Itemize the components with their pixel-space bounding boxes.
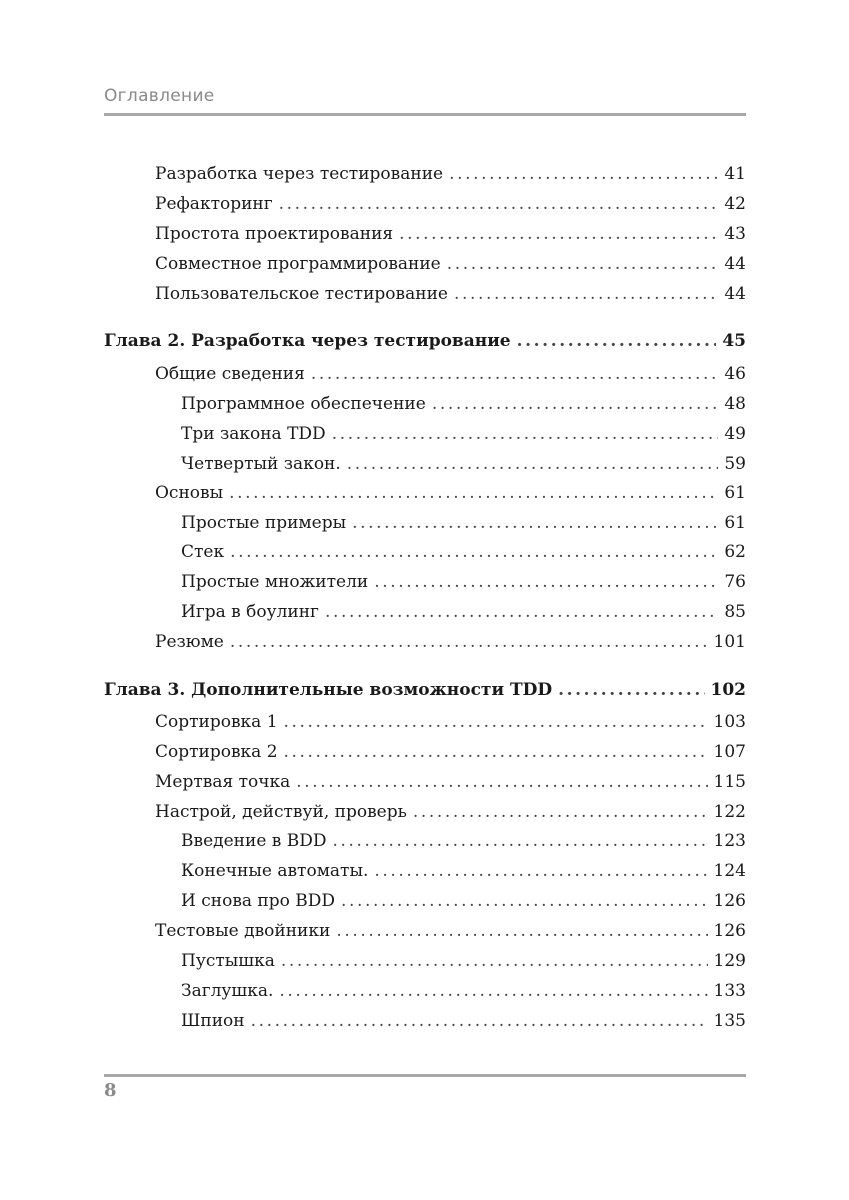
toc-entry-page: 103 xyxy=(713,712,746,732)
toc-entry-title: Конечные автоматы. xyxy=(181,861,369,881)
toc-entry xyxy=(104,710,746,734)
toc-entry-title: Стек xyxy=(181,542,225,562)
toc-entry-title: Простые множители xyxy=(181,572,369,592)
toc-dot-leader xyxy=(454,282,718,306)
toc-entry-page: 46 xyxy=(724,364,746,384)
toc-entry xyxy=(104,949,746,973)
toc-entry xyxy=(104,282,746,306)
toc-entry-page: 62 xyxy=(724,542,746,562)
toc-entry xyxy=(104,859,746,883)
toc-dot-leader xyxy=(399,222,718,246)
toc-dot-leader xyxy=(447,252,719,276)
toc-dot-leader xyxy=(311,362,719,386)
toc-entry-title: Простота проектирования xyxy=(155,224,394,244)
toc-entry xyxy=(104,1009,746,1033)
toc-entry-title: Простые примеры xyxy=(181,513,347,533)
toc-entry xyxy=(104,979,746,1003)
toc-dot-leader xyxy=(284,710,708,734)
toc-entry-title: Игра в боулинг xyxy=(181,602,319,622)
toc-entry-page: 129 xyxy=(713,951,746,971)
toc-entry xyxy=(104,222,746,246)
toc-entry xyxy=(104,362,746,386)
toc-entry-page: 61 xyxy=(724,513,746,533)
toc-entry-page: 43 xyxy=(724,224,746,244)
toc-entry-title: Сортировка 1 xyxy=(155,712,278,732)
toc-dot-leader xyxy=(432,392,719,416)
toc-entry xyxy=(104,422,746,446)
toc-entry xyxy=(104,511,746,535)
toc-entry-page: 48 xyxy=(724,394,746,414)
page-number: 8 xyxy=(104,1080,117,1101)
toc-entry xyxy=(104,889,746,913)
toc-entry-title: Мертвая точка xyxy=(155,772,291,792)
toc-entry-title: Резюме xyxy=(155,632,224,652)
toc-entry-title: Введение в BDD xyxy=(181,831,327,851)
toc-entry-page: 41 xyxy=(724,164,746,184)
toc-entry-title: Тестовые двойники xyxy=(155,921,331,941)
running-header: Оглавление xyxy=(104,86,215,106)
toc-entry-title: Пустышка xyxy=(181,951,275,971)
toc-entry-title: Настрой, действуй, проверь xyxy=(155,802,407,822)
toc-dot-leader xyxy=(374,570,718,594)
toc-entry-title: Глава 3. Дополнительные возможности TDD xyxy=(104,680,553,700)
toc-entry xyxy=(104,600,746,624)
toc-dot-leader xyxy=(230,540,718,564)
toc-dot-leader xyxy=(332,422,719,446)
toc-dot-leader xyxy=(352,511,718,535)
toc-dot-leader xyxy=(333,829,708,853)
toc-entry-page: 44 xyxy=(724,284,746,304)
toc-dot-leader xyxy=(251,1009,708,1033)
toc-entry-page: 107 xyxy=(713,742,746,762)
toc-entry-title: Рефакторинг xyxy=(155,194,273,214)
toc-entry-page: 126 xyxy=(713,921,746,941)
toc-chapter-entry xyxy=(104,329,746,353)
footer-rule xyxy=(104,1074,746,1077)
toc-dot-leader xyxy=(341,889,708,913)
toc-entry xyxy=(104,570,746,594)
toc-entry-page: 61 xyxy=(724,483,746,503)
header-rule xyxy=(104,113,746,116)
toc-entry xyxy=(104,630,746,654)
toc-entry-page: 59 xyxy=(724,454,746,474)
toc-entry xyxy=(104,252,746,276)
toc-entry-page: 115 xyxy=(713,772,746,792)
toc-entry xyxy=(104,800,746,824)
toc-entry-title: Три закона TDD xyxy=(181,424,326,444)
toc-entry-title: Пользовательское тестирование xyxy=(155,284,448,304)
toc-entry-page: 102 xyxy=(710,680,746,700)
toc-entry-title: Программное обеспечение xyxy=(181,394,426,414)
toc-dot-leader xyxy=(284,740,708,764)
toc-entry-title: Заглушка. xyxy=(181,981,274,1001)
toc-entry xyxy=(104,162,746,186)
toc-entry-page: 135 xyxy=(713,1011,746,1031)
toc-entry-title: Шпион xyxy=(181,1011,245,1031)
toc-entry-title: Глава 2. Разработка через тестирование xyxy=(104,331,511,351)
toc-entry-page: 85 xyxy=(724,602,746,622)
toc-dot-leader xyxy=(281,949,708,973)
toc-dot-leader xyxy=(449,162,718,186)
toc-entry-title: Четвертый закон. xyxy=(181,454,341,474)
toc-entry xyxy=(104,540,746,564)
toc-entry xyxy=(104,829,746,853)
toc-entry xyxy=(104,919,746,943)
toc-entry-title: Совместное программирование xyxy=(155,254,441,274)
toc-entry xyxy=(104,392,746,416)
toc-entry xyxy=(104,770,746,794)
toc-entry-page: 133 xyxy=(713,981,746,1001)
toc-entry-title: Основы xyxy=(155,483,224,503)
toc-dot-leader xyxy=(230,630,708,654)
toc-entry-page: 122 xyxy=(713,802,746,822)
toc-dot-leader xyxy=(296,770,707,794)
toc-entry-title: Общие сведения xyxy=(155,364,305,384)
toc-entry-page: 124 xyxy=(713,861,746,881)
toc-entry-title: Сортировка 2 xyxy=(155,742,278,762)
toc-dot-leader xyxy=(229,481,718,505)
toc-entry-page: 45 xyxy=(722,331,746,351)
toc-entry-page: 44 xyxy=(724,254,746,274)
toc-dot-leader xyxy=(336,919,707,943)
toc-entry xyxy=(104,740,746,764)
toc-dot-leader xyxy=(374,859,707,883)
toc-dot-leader xyxy=(279,192,719,216)
toc-entry-page: 49 xyxy=(724,424,746,444)
toc-dot-leader xyxy=(347,452,719,476)
toc-entry-title: И снова про BDD xyxy=(181,891,336,911)
toc-entry xyxy=(104,192,746,216)
toc-entry-page: 123 xyxy=(713,831,746,851)
toc-entry-page: 126 xyxy=(713,891,746,911)
toc-entry xyxy=(104,481,746,505)
toc-entry-title: Разработка через тестирование xyxy=(155,164,444,184)
toc-entry-page: 101 xyxy=(713,632,746,652)
toc-dot-leader xyxy=(558,678,704,702)
toc-dot-leader xyxy=(517,329,717,353)
toc-entry-page: 76 xyxy=(724,572,746,592)
toc-dot-leader xyxy=(279,979,707,1003)
toc-chapter-entry xyxy=(104,678,746,702)
toc-entry-page: 42 xyxy=(724,194,746,214)
toc-dot-leader xyxy=(413,800,708,824)
toc-entry xyxy=(104,452,746,476)
toc-dot-leader xyxy=(325,600,718,624)
